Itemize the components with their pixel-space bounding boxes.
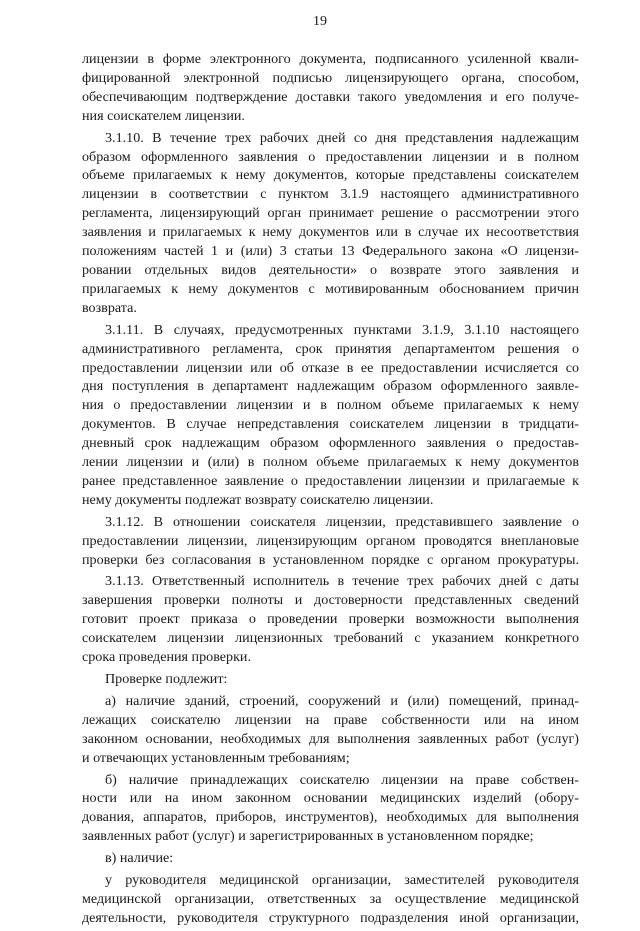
text-line: ния соискателем лицензии. [82,107,245,124]
paragraph [82,849,579,868]
text-line: в) наличие: [105,850,174,867]
text-line: фицированной электронной подписью лицензирующего органа, способом, [82,69,579,86]
paragraph [82,129,579,318]
text-line: деятельности, руководителя структурного подразделения иной организации, [82,909,579,926]
text-line: дня поступления в департамент надлежащим образом оформленного заявле- [82,378,579,395]
text-line: лицензии в соответствии с пунктом 3.1.9 настоящего административного [82,186,579,203]
text-line: дневный срок надлежащим образом оформленного заявления о предостав- [82,435,579,452]
text-line: у руководителя медицинской организации, заместителей руководителя [105,872,579,889]
document-body [82,50,579,931]
text-line: законном основании, необходимых для выполнения заявленных работ (услуг) [82,730,579,747]
page-number: 19 [313,14,327,29]
text-line: объеме прилагаемых к нему документов, которые представлены соискателем [82,167,579,184]
text-line: нему документы подлежат возврату соискателю лицензии. [82,491,434,508]
text-line: медицинской организации, ответственных за осуществление медицинской [82,890,579,907]
paragraph [82,771,579,847]
text-line: 3.1.12. В отношении соискателя лицензии, представившего заявление о [105,513,579,530]
text-line: документов. В случае непредставления соискателем лицензии в тридцати- [82,416,579,433]
text-line: возврата. [82,299,137,316]
text-line: Проверке подлежит: [105,671,228,687]
text-line: предоставлении лицензии или об отказе в ее предоставлении исчисляется со [82,359,579,376]
text-line: положениям частей 1 и (или) 3 статьи 13 Федерального закона «О лицензи- [82,243,579,260]
text-line: 3.1.11. В случаях, предусмотренных пунктами 3.1.9, 3.1.10 настоящего [105,321,579,338]
paragraph [82,513,579,570]
text-line: лении лицензии и (или) в полном объеме прилагаемых к нему документов [82,454,579,471]
text-line: завершения проверки полноты и достоверности представленных сведений [82,592,579,609]
paragraph [82,871,579,928]
text-line: образом оформленного заявления о предоставлении лицензии и в полном [82,148,579,165]
text-line: срока проведения проверки. [82,649,251,666]
text-line: готовит проект приказа о проведении проверки возможности выполнения [82,611,579,628]
text-line: проверки без согласования в установленном порядке с органом прокуратуры. [82,551,579,568]
paragraph [82,670,579,689]
text-line: 3.1.13. Ответственный исполнитель в течение трех рабочих дней с даты [105,573,579,590]
text-line: соискателем лицензии лицензионных требований с указанием конкретного [82,630,579,647]
text-line: административного регламента, срок принятия департаментом решения о [82,340,579,357]
text-line: ния о предоставлении лицензии и в полном объеме прилагаемых к нему [82,397,579,414]
text-line: ровании отдельных видов деятельности» о возврате этого заявления и [82,261,579,278]
text-line: прилагаемых к нему документов с мотивированным обоснованием причин [82,280,579,297]
text-line: и отвечающих установленным требованиям; [82,749,350,766]
text-line: лицензии в форме электронного документа, подписанного усиленной квали- [82,51,579,67]
text-line: заявленных работ (услуг) и зарегистрированных в установленном порядке; [82,828,534,845]
text-line: а) наличие зданий, строений, сооружений и (или) помещений, принад- [105,692,579,709]
text-line: лежащих соискателю лицензии на праве собственности или на ином [82,711,579,728]
text-line: дования, аппаратов, приборов, инструментов), необходимых для выполнения [82,809,579,826]
text-line: обеспечивающим подтверждение доставки такого уведомления и его получе- [82,88,579,105]
text-line: б) наличие принадлежащих соискателю лицензии на праве собствен- [105,771,579,788]
text-line: заявления и прилагаемых к нему документов или в случае их несоответствия [82,224,579,241]
text-line: ности или на ином законном основании медицинских изделий (обору- [82,790,579,807]
paragraph [82,692,579,768]
text-line: ранее представленное заявление о предоставлении лицензии и прилагаемые к [82,472,579,489]
paragraph [82,50,579,126]
paragraph [82,321,579,510]
text-line: 3.1.10. В течение трех рабочих дней со дня представления надлежащим [105,129,579,146]
paragraph [82,572,579,667]
text-line: регламента, лицензирующий орган принимает решение о рассмотрении этого [82,205,579,222]
text-line: предоставлении лицензии, лицензирующим органом проводятся внеплановые [82,532,579,549]
